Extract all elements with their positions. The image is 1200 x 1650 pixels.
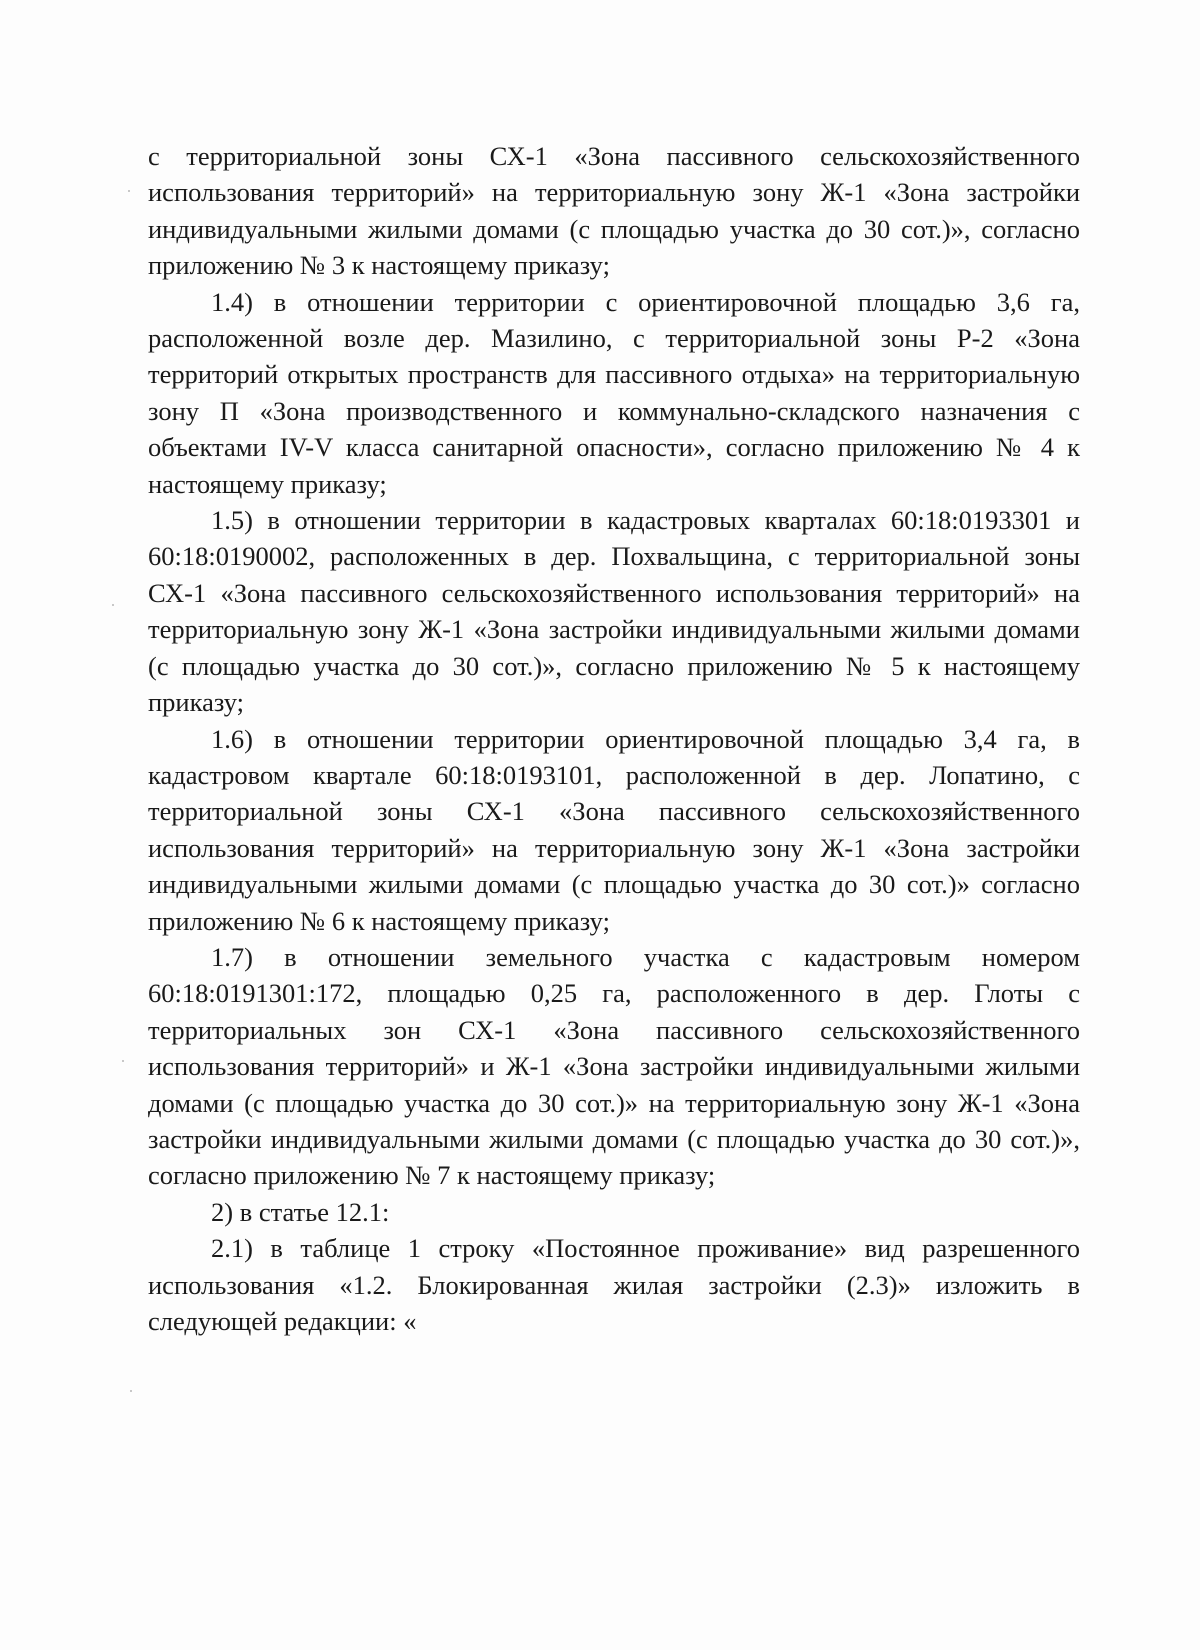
paragraph-continuation: с территориальной зоны СХ-1 «Зона пассивного сельскохозяйственного использования территорий» на территориальную зону Ж-1 «Зона застройки индивидуальными жилыми домами (с площадью участка до 30 сот.)», согласно приложению № 3 к настоящему приказу;	[148, 141, 1080, 281]
paragraph-item-2: 2) в статье 12.1:	[211, 1196, 390, 1227]
paragraph-item-1-4: 1.4) в отношении территории с ориентировочной площадью 3,6 га, расположенной возле дер. Мазилино, с территориальной зоны Р-2 «Зона территорий открытых пространств для пассивного отдыха» на территориальную зону П «Зона производственного и коммунально-складского назначения с объектами IV-V класса санитарной опасности», согласно приложению № 4 к настоящему приказу;	[148, 286, 1080, 499]
paragraph-item-2-1: 2.1) в таблице 1 строку «Постоянное проживание» вид разрешенного использования «1.2. Блокированная жилая застройки (2.3)» изложить в следующей редакции: «	[148, 1233, 1080, 1336]
scan-speck	[112, 604, 114, 606]
document-body	[148, 138, 1080, 1339]
scan-speck	[128, 190, 130, 192]
paragraph-item-1-5: 1.5) в отношении территории в кадастровых кварталах 60:18:0193301 и 60:18:0190002, расположенных в дер. Похвальщина, с территориальной зоны СХ-1 «Зона пассивного сельскохозяйственного использования территорий» на территориальную зону Ж-1 «Зона застройки индивидуальными жилыми домами (с площадью участка до 30 сот.)», согласно приложению № 5 к настоящему приказу;	[148, 505, 1080, 718]
paragraph-item-1-7: 1.7) в отношении земельного участка с кадастровым номером 60:18:0191301:172, площадью 0,25 га, расположенного в дер. Глоты с территориальных зон СХ-1 «Зона пассивного сельскохозяйственного использования территорий» и Ж-1 «Зона застройки индивидуальными жилыми домами (с площадью участка до 30 сот.)» на территориальную зону Ж-1 «Зона застройки индивидуальными жилыми домами (с площадью участка до 30 сот.)», согласно приложению № 7 к настоящему приказу;	[148, 941, 1080, 1191]
paragraph-item-1-6: 1.6) в отношении территории ориентировочной площадью 3,4 га, в кадастровом квартале 60:18:0193101, расположенной в дер. Лопатино, с территориальной зоны СХ-1 «Зона пассивного сельскохозяйственного использования территорий» на территориальную зону Ж-1 «Зона застройки индивидуальными жилыми домами (с площадью участка до 30 сот.)» согласно приложению № 6 к настоящему приказу;	[148, 723, 1080, 936]
scan-speck	[130, 1390, 132, 1392]
scan-speck	[122, 1060, 124, 1062]
